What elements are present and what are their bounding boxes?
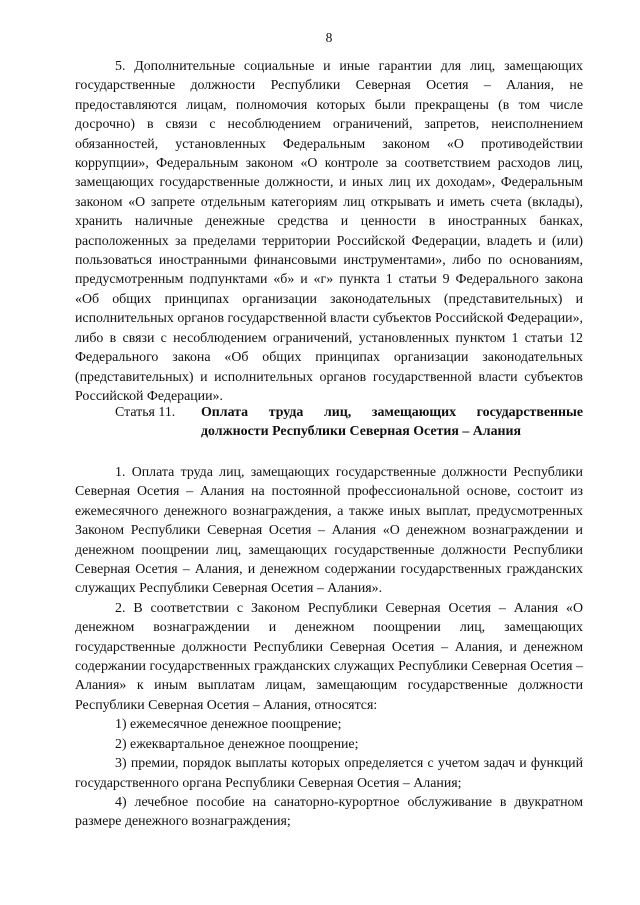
article11-paragraph-1: 1. Оплата труда лиц, замещающих государственные должности Республики Северная Осетия – Алания на постоянной профессиональной основе, состоит из ежемесячного денежного вознаграждения, а также иных выплат, предусмотренных Законом Республики Северная Осетия – Алания «О денежном вознаграждении и денежном поощрении лиц, замещающих государственные должности Республики Северная Осетия – Алания, и денежном содержании государственных гражданских служащих Республики Северная Осетия – Алания». [75,465,583,597]
list-item: 1) ежемесячное денежное поощрение; [115,717,342,733]
article-11-heading [75,403,583,442]
article-11-title: Оплата труда лиц, замещающих государственные должности Республики Северная Осетия – Алания [201,405,583,440]
page-number: 8 [325,30,333,45]
article-11-body [75,463,583,832]
article11-paragraph-2: 2. В соответствии с Законом Республики Северная Осетия – Алания «О денежном вознаграждении и денежном поощрении лиц, замещающих государственные должности Республики Северная Осетия – Алания, и денежном содержании государственных гражданских служащих Республики Северная Осетия – Алания» к иным выплатам лицам, замещающим государственные должности Республики Северная Осетия – Алания, относятся: [75,600,583,713]
list-item: 4) лечебное пособие на санаторно-курортное обслуживание в двукратном размере денежного вознаграждения; [75,794,583,830]
article-11-label: Статья 11. [115,405,176,420]
list-item: 3) премии, порядок выплаты которых определяется с учетом задач и функций государственного органа Республики Северная Осетия – Алания; [75,756,583,791]
list-item: 2) ежеквартальное денежное поощрение; [115,736,359,752]
article10-paragraph-5: 5. Дополнительные социальные и иные гарантии для лиц, замещающих государственные должности Республики Северная Осетия – Алания, не предоставляются лицам, полномочия которых были прекращены (в том числе досрочно) в связи с несоблюдением ограничений, запретов, неисполнением обязанностей, установленных Федеральным законом «О противодействии коррупции», Федеральным законом «О контроле за соответствием расходов лиц, замещающих государственные должности, и иных лиц их доходам», Федеральным законом «О запрете отдельным категориям лиц открывать и иметь счета (вклады), хранить наличные денежные средства и ценности в иностранных банках, расположенных за пределами территории Российской Федерации, владеть и (или) пользоваться иностранными финансовыми инструментами», либо по основаниям, предусмотренным подпунктами «б» и «г» пункта 1 статьи 9 Федерального закона «Об общих принципах организации законодательных (представительных) и исполнительных органов государственной власти субъектов Российской Федерации», либо в связи с несоблюдением ограничений, установленных пунктом 1 статьи 12 Федерального закона «Об общих принципах организации законодательных (представительных) и исполнительных органов государственной власти субъектов Российской Федерации». [75,59,583,404]
